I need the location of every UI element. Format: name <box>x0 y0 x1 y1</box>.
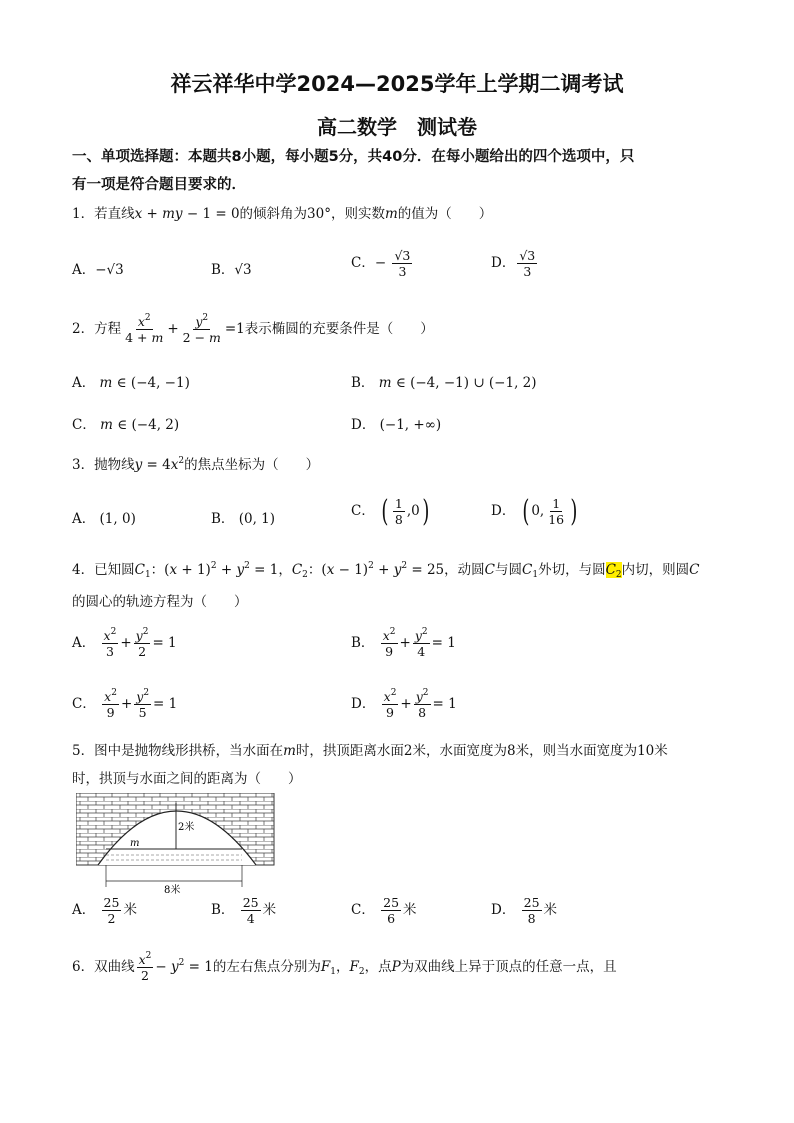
q3-option-c[interactable]: C． ( $\frac{1}{8}$ ,0) <box>351 493 430 529</box>
q2-number: 2．方程 <box>72 321 122 337</box>
q1-text-c: 的值为（ ） <box>397 206 493 222</box>
q4-option-b[interactable]: B． $\frac{x^2}{9}$ + $\frac{y^2}{4}$ = 1 <box>351 627 456 659</box>
q6-text: 的左右焦点分别为 <box>212 959 321 975</box>
q1-option-c[interactable]: C．− $\frac{√3}{3}$ <box>351 248 411 279</box>
q2-text: =1表示椭圆的充要条件是（ ） <box>224 321 434 337</box>
q1-formula: x + my − 1 = 0 <box>134 206 240 222</box>
q1-option-b[interactable]: B．√3 <box>211 262 252 278</box>
q3-option-b[interactable]: B． (0, 1) <box>211 511 276 527</box>
q5-option-c[interactable]: C． $\frac{25}{6}$ 米 <box>351 895 417 926</box>
q5-line2: 时，拱顶与水面之间的距离为（ ） <box>72 771 302 787</box>
q1-text: 若直线 <box>94 206 135 222</box>
q3-option-a[interactable]: A． (1, 0) <box>72 511 136 527</box>
question-5 <box>72 737 717 793</box>
fig-m-label: m <box>130 838 140 849</box>
q2-option-a[interactable]: A． m ∈ (−4, −1) <box>72 375 190 391</box>
question-2: 2．方程 $\frac{x^2}{4 + m}$ + $\frac{y^2}{2 - m}$ =1表示椭圆的充要条件是（ ） <box>72 313 434 345</box>
q3-text: 的焦点坐标为（ ） <box>184 457 320 473</box>
q5-option-d[interactable]: D． $\frac{25}{8}$ 米 <box>491 895 558 926</box>
q5-option-a[interactable]: A． $\frac{25}{2}$ 米 <box>72 895 137 926</box>
q6-number: 6．双曲线 <box>72 959 135 975</box>
fig-width-label: 8米 <box>164 885 181 895</box>
q1-option-d[interactable]: D． $\frac{√3}{3}$ <box>491 248 536 279</box>
question-3: 3．抛物线$y = 4x^2$的焦点坐标为（ ） <box>72 456 320 473</box>
q1-number: 1． <box>72 206 95 222</box>
q1-option-a[interactable]: A．−√3 <box>72 262 124 278</box>
arch-bridge-figure <box>76 793 276 895</box>
question-1: 1．若直线x + my − 1 = 0的倾斜角为30°，则实数m的值为（ ） <box>72 206 493 222</box>
q2-option-d[interactable]: D． (−1, +∞) <box>351 417 442 433</box>
exam-title: 祥云祥华中学2024—2025学年上学期二调考试 <box>170 72 624 96</box>
q3-option-d[interactable]: D． ( 0, $\frac{1}{16}$ ) <box>491 493 578 529</box>
q2-option-c[interactable]: C． m ∈ (−4, 2) <box>72 417 180 433</box>
highlighted-c2: $C_2$ <box>605 562 622 580</box>
q4-option-a[interactable]: A． $\frac{x^2}{3}$ + $\frac{y^2}{2}$ = 1 <box>72 627 177 659</box>
q4-line1: 4．已知圆$C_1$：$(x + 1)^2 + y^2 = 1$，$C_2$：$(x - 1)^2 + y^2 = 25$，动圆C与圆$C_1$外切，与圆$C_2$内切，则圆C <box>72 561 700 580</box>
exam-subtitle: 高二数学 测试卷 <box>317 115 477 139</box>
section-heading <box>72 143 717 199</box>
q3-number: 3．抛物线 <box>72 457 135 473</box>
q4-option-c[interactable]: C． $\frac{x^2}{9}$ + $\frac{y^2}{5}$ = 1 <box>72 688 178 720</box>
q2-option-b[interactable]: B． m ∈ (−4, −1) ∪ (−1, 2) <box>351 375 537 391</box>
q5-option-b[interactable]: B． $\frac{25}{4}$ 米 <box>211 895 277 926</box>
fig-height-label: 2米 <box>178 822 195 833</box>
section-heading-line1: 一、单项选择题：本题共8小题，每小题5分，共40分．在每小题给出的四个选项中，只 <box>72 149 635 165</box>
question-4 <box>72 556 717 616</box>
q4-option-d[interactable]: D． $\frac{x^2}{9}$ + $\frac{y^2}{8}$ = 1 <box>351 688 457 720</box>
q4-line2: 的圆心的轨迹方程为（ ） <box>72 594 248 610</box>
question-6: 6．双曲线 $\frac{x^2}{2}$ − $y^2 = 1$的左右焦点分别为$F_1$，$F_2$，点P为双曲线上异于顶点的任意一点，且 <box>72 951 617 983</box>
q5-line1: 5．图中是抛物线形拱桥，当水面在m时，拱顶距离水面2米，水面宽度为8米，则当水面宽度为10米 <box>72 743 668 759</box>
section-heading-line2: 有一项是符合题目要求的． <box>72 177 246 193</box>
q1-text-b: 的倾斜角为30°，则实数 <box>239 206 385 222</box>
